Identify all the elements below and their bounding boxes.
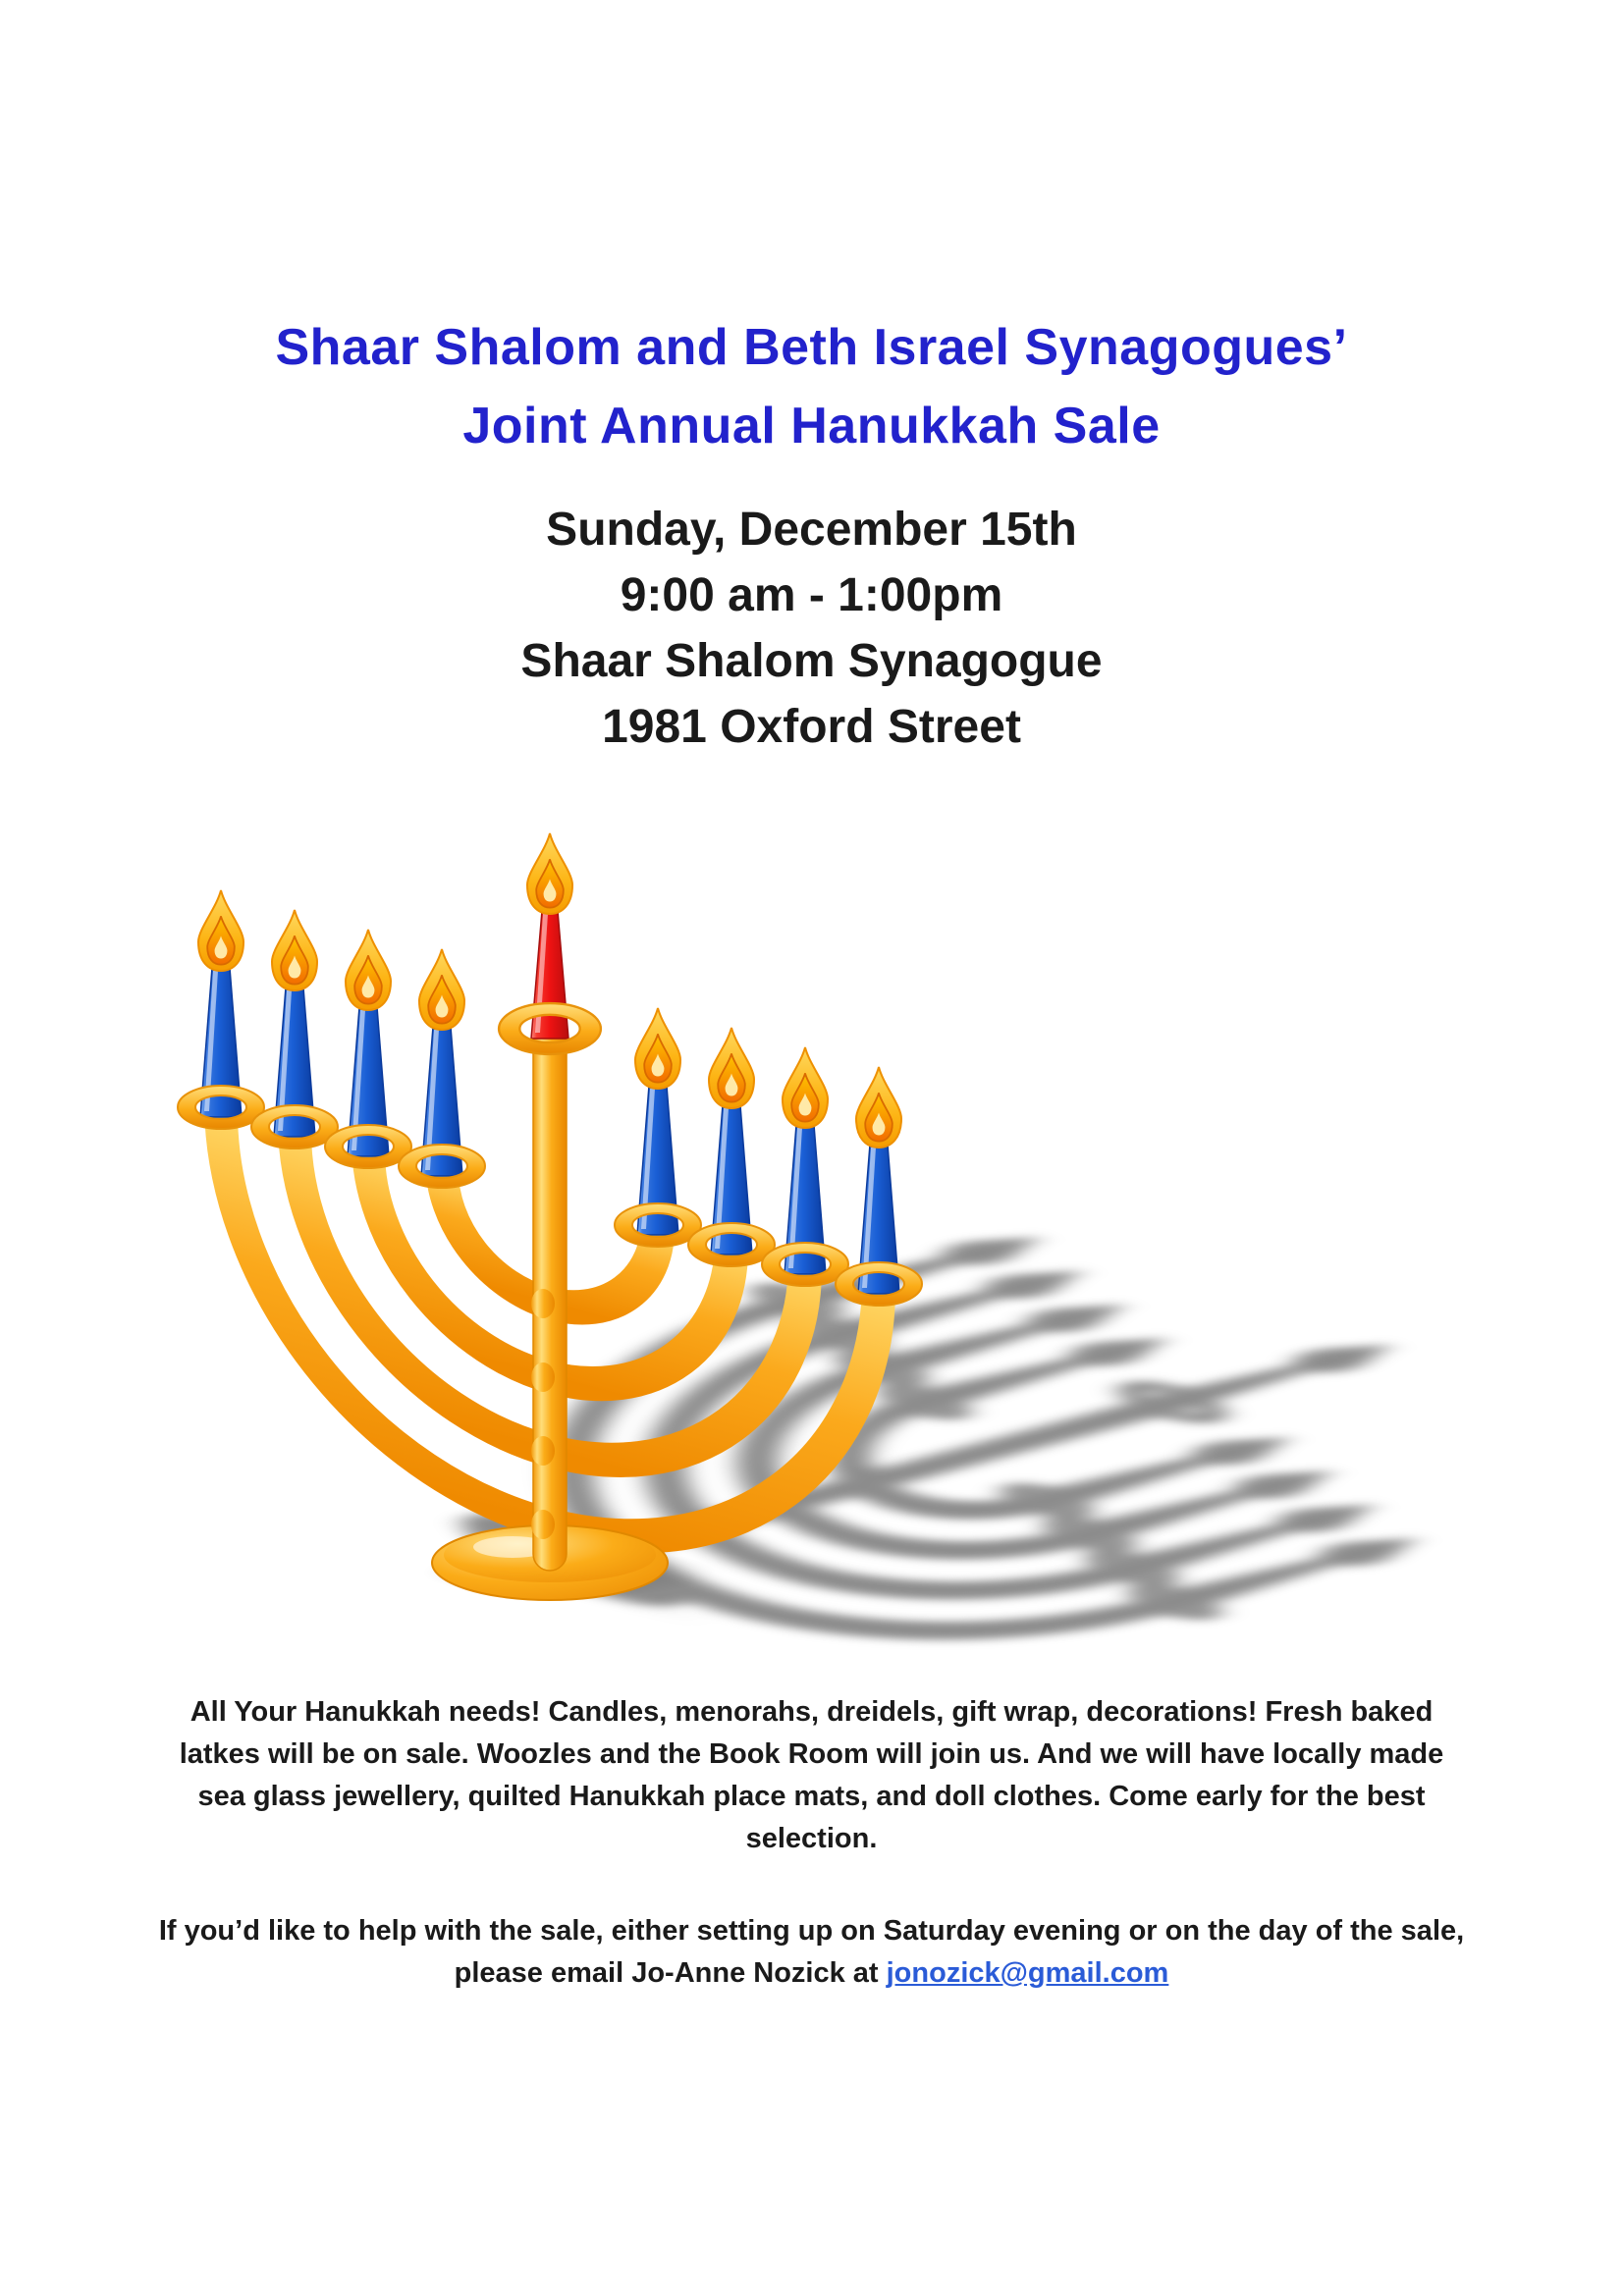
event-venue: Shaar Shalom Synagogue	[520, 635, 1103, 687]
volunteer-text: If you’d like to help with the sale, either setting up on Saturday evening or on the day of the sale, please email Jo-Anne Nozick at	[158, 1915, 1465, 1989]
title-line-2: Joint Annual Hanukkah Sale	[462, 397, 1161, 454]
email-link[interactable]: jonozick@gmail.com	[886, 1957, 1169, 1989]
body-paragraph-1: All Your Hanukkah needs! Candles, menorahs, dreidels, gift wrap, decorations! Fresh baked latkes will be on sale. Woozles and the Book Room will join us. And we will have locally made sea glass jewellery, quilted Hanukkah place mats, and doll clothes. Come early for the best selection.	[179, 1696, 1444, 1854]
event-time: 9:00 am - 1:00pm	[620, 569, 1003, 621]
title-line-1: Shaar Shalom and Beth Israel Synagogues’	[275, 318, 1348, 376]
menorah-graphic	[147, 825, 1522, 1620]
body-paragraph-2	[154, 1910, 1470, 1995]
event-date: Sunday, December 15th	[546, 504, 1077, 556]
event-address: 1981 Oxford Street	[602, 701, 1021, 753]
